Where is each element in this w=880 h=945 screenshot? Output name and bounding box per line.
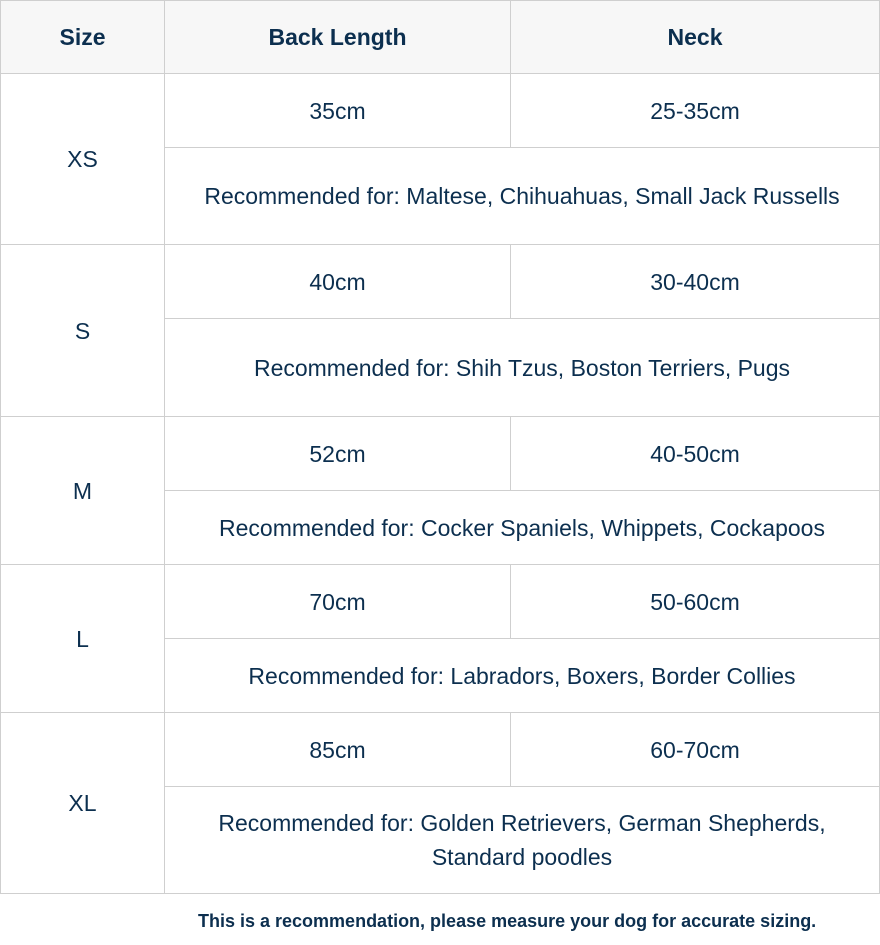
- size-cell-m: M: [1, 417, 165, 565]
- header-size: Size: [1, 1, 165, 74]
- recommendation-cell: Recommended for: Golden Retrievers, German Shepherds, Standard poodles: [165, 787, 880, 894]
- recommendation-cell: Recommended for: Labradors, Boxers, Border Collies: [165, 639, 880, 713]
- recommendation-cell: Recommended for: Shih Tzus, Boston Terriers, Pugs: [165, 319, 880, 417]
- table-row: [1, 245, 880, 319]
- footnote: This is a recommendation, please measure your dog for accurate sizing.: [198, 911, 817, 931]
- size-cell-l: L: [1, 565, 165, 713]
- size-cell-xs: XS: [1, 74, 165, 245]
- neck-cell: 60-70cm: [511, 713, 880, 787]
- table-row: [1, 417, 880, 491]
- neck-cell: 30-40cm: [511, 245, 880, 319]
- table-body: [1, 74, 880, 894]
- table-header: [1, 1, 880, 74]
- back-length-cell: 85cm: [165, 713, 511, 787]
- header-row: [1, 1, 880, 74]
- neck-cell: 50-60cm: [511, 565, 880, 639]
- table-row: [1, 565, 880, 639]
- size-cell-s: S: [1, 245, 165, 417]
- recommendation-cell: Recommended for: Maltese, Chihuahuas, Small Jack Russells: [165, 148, 880, 245]
- table-row: [1, 74, 880, 148]
- size-cell-xl: XL: [1, 713, 165, 894]
- back-length-cell: 40cm: [165, 245, 511, 319]
- back-length-cell: 52cm: [165, 417, 511, 491]
- back-length-cell: 35cm: [165, 74, 511, 148]
- header-neck: Neck: [511, 1, 880, 74]
- table-row: [1, 713, 880, 787]
- header-back-length: Back Length: [165, 1, 511, 74]
- recommendation-cell: Recommended for: Cocker Spaniels, Whippets, Cockapoos: [165, 491, 880, 565]
- neck-cell: 25-35cm: [511, 74, 880, 148]
- neck-cell: 40-50cm: [511, 417, 880, 491]
- back-length-cell: 70cm: [165, 565, 511, 639]
